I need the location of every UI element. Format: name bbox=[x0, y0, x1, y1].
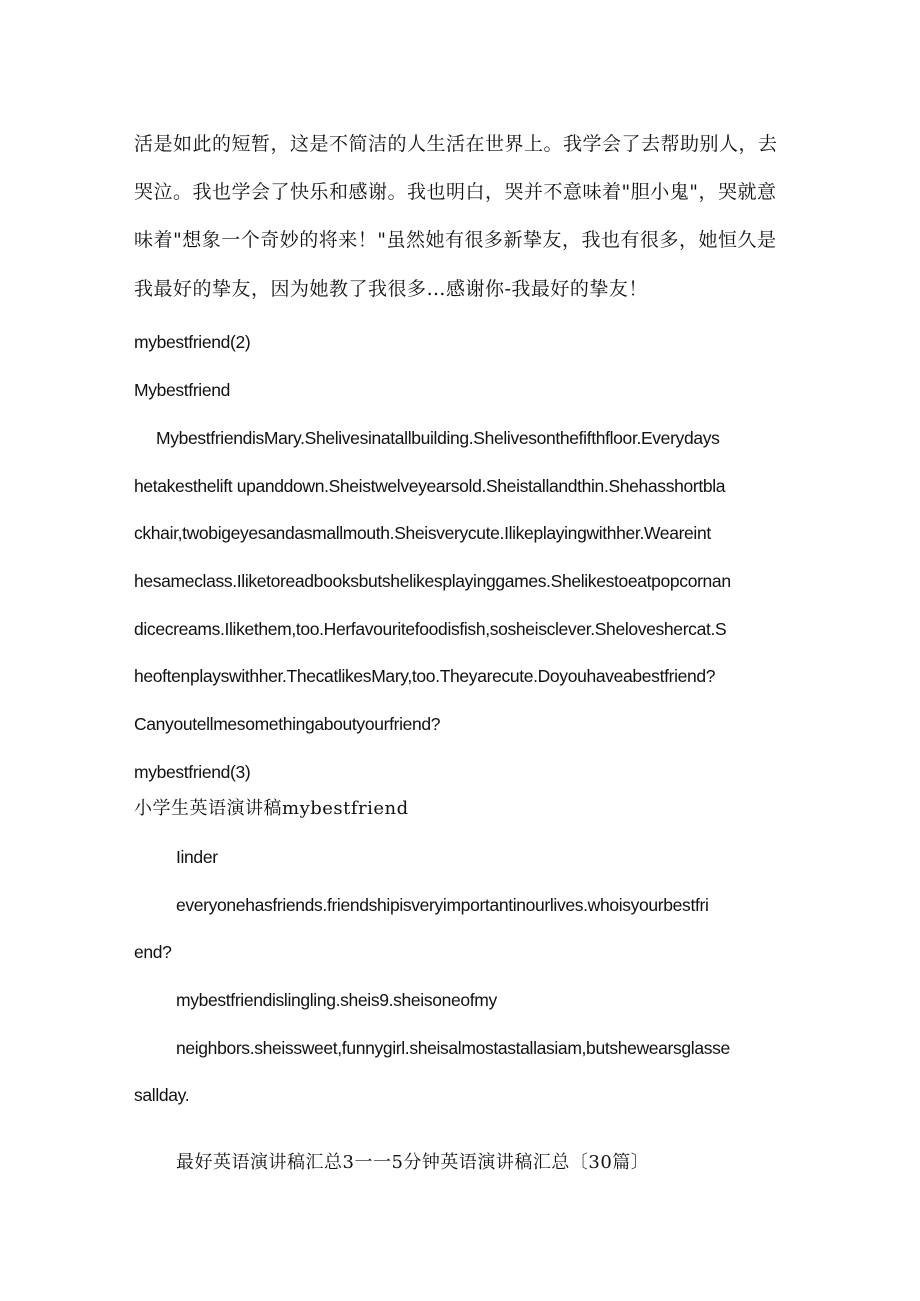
paragraph-line: Iinder bbox=[176, 847, 218, 867]
paragraph-line: sallday. bbox=[134, 1085, 190, 1105]
essay-title: Mybestfriend bbox=[134, 380, 230, 400]
paragraph-line: heoftenplayswithher.ThecatlikesMary,too.Theyarecute.Doyouhaveabestfriend? bbox=[134, 666, 716, 686]
paragraph-line: hesameclass.Iliketoreadbooksbutshelikesplayinggames.Shelikestoeatpopcornan bbox=[134, 571, 731, 591]
paragraph-line: end? bbox=[134, 942, 172, 962]
paragraph-line: everyonehasfriends.friendshipisveryimportantinourlives.whoisyourbestfri bbox=[176, 895, 709, 915]
paragraph-line: MybestfriendisMary.Shelivesinatallbuilding.Shelivesonthefifthfloor.Everydays bbox=[156, 428, 720, 448]
paragraph-line: hetakesthelift upanddown.Sheistwelveyearsold.Sheistallandthin.Shehasshortbla bbox=[134, 476, 726, 496]
section-heading: mybestfriend(3) bbox=[134, 762, 251, 782]
paragraph-line: ckhair,twobigeyesandasmallmouth.Sheisverycute.Ilikeplayingwithher.Weareint bbox=[134, 523, 711, 543]
paragraph-line: mybestfriendislingling.sheis9.sheisoneofmy bbox=[176, 990, 497, 1010]
paragraph-line: 活是如此的短暂，这是不简洁的人生活在世界上。我学会了去帮助别人，去 bbox=[134, 133, 778, 155]
essay-title: 小学生英语演讲稿mybestfriend bbox=[134, 798, 409, 819]
paragraph-line: 哭泣。我也学会了快乐和感谢。我也明白，哭并不意味着"胆小鬼"，哭就意 bbox=[134, 181, 777, 203]
paragraph-line: Canyoutellmesomethingaboutyourfriend? bbox=[134, 714, 441, 734]
paragraph-line: dicecreams.Ilikethem,too.Herfavouritefoodisfish,sosheisclever.Sheloveshercat.S bbox=[134, 619, 727, 639]
section-heading: mybestfriend(2) bbox=[134, 332, 251, 352]
footer-title: 最好英语演讲稿汇总3一一5分钟英语演讲稿汇总〔30篇〕 bbox=[176, 1152, 650, 1173]
paragraph-line: 我最好的挚友，因为她教了我很多…感谢你-我最好的挚友！ bbox=[134, 278, 648, 300]
paragraph-line: 味着"想象一个奇妙的将来！"虽然她有很多新挚友，我也有很多，她恒久是 bbox=[134, 229, 777, 251]
paragraph-line: neighbors.sheissweet,funnygirl.sheisalmostastallasiam,butshewearsglasse bbox=[176, 1038, 730, 1058]
